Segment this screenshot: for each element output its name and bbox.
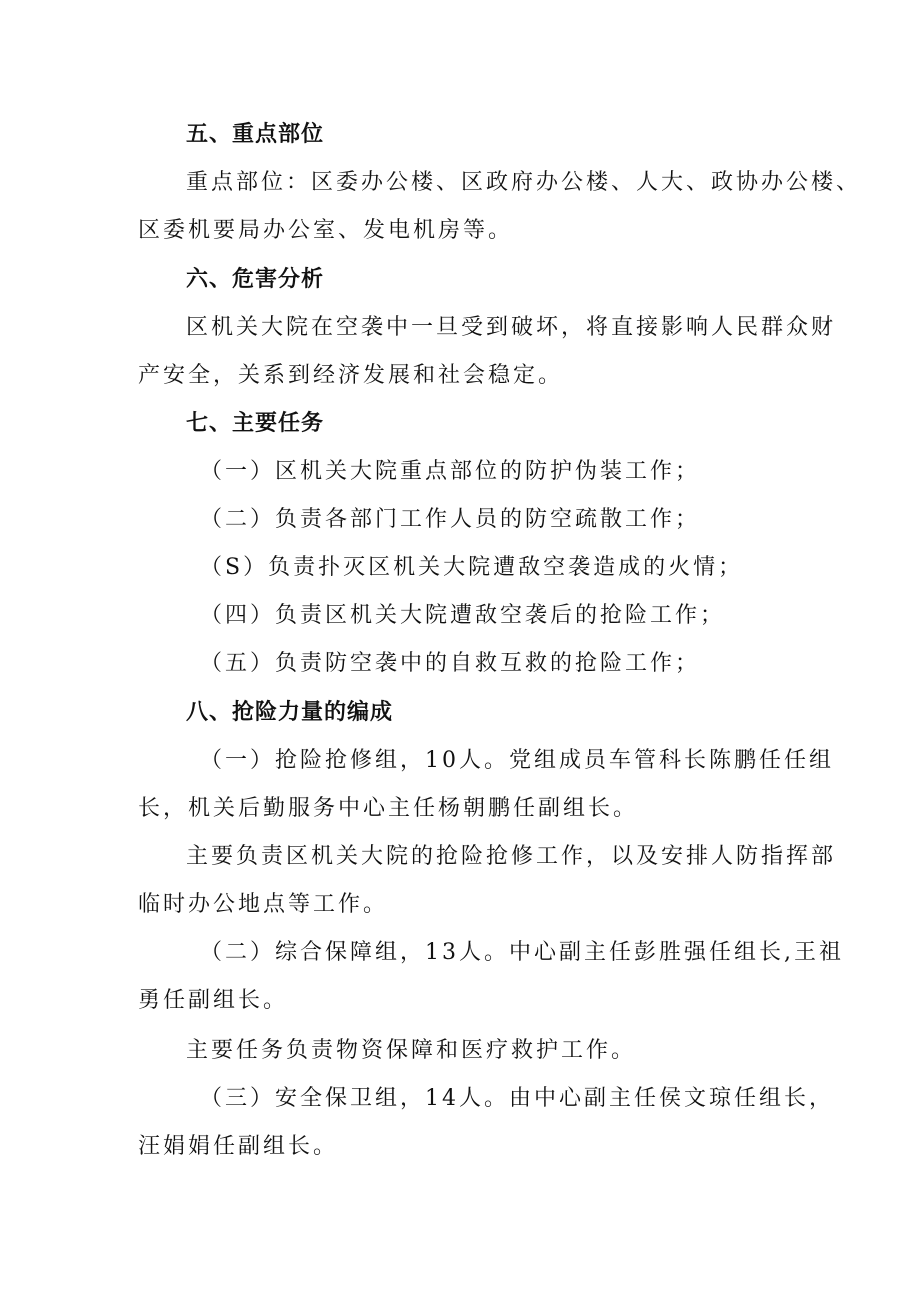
- paragraph-line: 区机关大院在空袭中一旦受到破坏，将直接影响人民群众财: [186, 315, 837, 340]
- paragraph-line: 汪娟娟任副组长。: [138, 1134, 339, 1159]
- paragraph-line: 主要负责区机关大院的抢险抢修工作，以及安排人防指挥部: [186, 844, 837, 869]
- section-heading-5: 五、重点部位: [186, 122, 325, 147]
- paragraph-line: （一）抢险抢修组，10人。党组成员车管科长陈鹏任任组: [200, 748, 834, 773]
- section-heading-8: 八、抢险力量的编成: [186, 700, 394, 725]
- paragraph-line: 重点部位：区委办公楼、区政府办公楼、人大、政协办公楼、: [186, 170, 862, 195]
- paragraph-line: （二）综合保障组，13人。中心副主任彭胜强任组长,王祖: [200, 940, 844, 965]
- section-heading-6: 六、危害分析: [186, 267, 325, 292]
- task-item: （五）负责防空袭中的自救互救的抢险工作；: [200, 651, 701, 676]
- paragraph-line: 临时办公地点等工作。: [138, 892, 389, 917]
- paragraph-line: 产安全，关系到经济发展和社会稳定。: [138, 363, 564, 388]
- paragraph-line: 勇任副组长。: [138, 988, 289, 1013]
- section-heading-7: 七、主要任务: [186, 411, 325, 436]
- task-item: （二）负责各部门工作人员的防空疏散工作；: [200, 507, 701, 532]
- paragraph-line: （三）安全保卫组，14人。由中心副主任侯文琼任组长，: [200, 1086, 834, 1111]
- paragraph-line: 长，机关后勤服务中心主任杨朝鹏任副组长。: [138, 796, 639, 821]
- paragraph-line: 区委机要局办公室、发电机房等。: [138, 218, 514, 243]
- task-item: （四）负责区机关大院遭敌空袭后的抢险工作；: [200, 603, 726, 628]
- task-item: （一）区机关大院重点部位的防护伪装工作；: [200, 459, 701, 484]
- paragraph-line: 主要任务负责物资保障和医疗救护工作。: [186, 1038, 637, 1063]
- task-item: （S）负责扑灭区机关大院遭敌空袭造成的火情；: [200, 555, 744, 580]
